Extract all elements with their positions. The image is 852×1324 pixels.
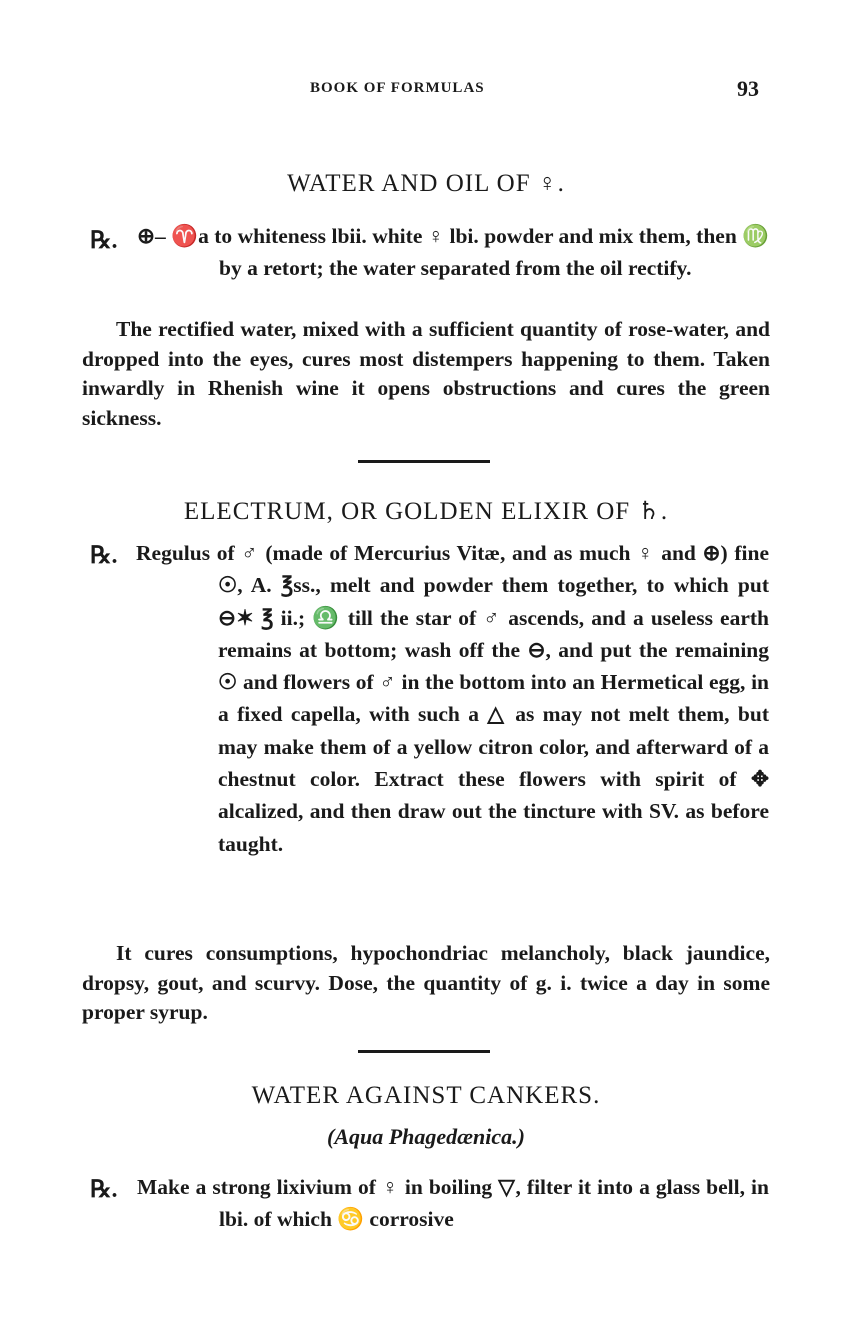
- recipe-text: ⊕– ♈a to whiteness lbii. white ♀ lbi. powder and mix them, then ♍ by a retort; the water separated from the oil rectify.: [137, 224, 769, 281]
- section-divider: [358, 1050, 490, 1053]
- section-heading-water-against-cankers: WATER AGAINST CANKERS.: [251, 1082, 601, 1109]
- section-heading-water-and-oil: WATER AND OIL OF ♀.: [287, 170, 565, 197]
- body-paragraph: It cures consumptions, hypochondriac melancholy, black jaundice, dropsy, gout, and scurvy. Dose, the quantity of g. i. twice a day in some proper syrup.: [82, 941, 770, 1024]
- section-heading-electrum: ELECTRUM, OR GOLDEN ELIXIR OF ♄.: [183, 498, 669, 525]
- section-divider: [358, 460, 490, 463]
- running-head: BOOK OF FORMULAS: [310, 80, 485, 96]
- page-number: 93: [737, 76, 759, 101]
- recipe-mark: ℞.: [90, 1177, 118, 1203]
- recipe-mark: ℞.: [90, 543, 118, 569]
- section-subheading: (Aqua Phagedænica.): [327, 1124, 525, 1149]
- recipe-text: Regulus of ♂ (made of Mercurius Vitæ, and as much ♀ and ⊕) fine ☉, A. ℥ss., melt and powder them together, to which put ⊖✶ ℥ ii.; ♎ till the star of ♂ ascends, and a useless earth remains at bottom; wash off the ⊖, and put the remaining ☉ and flowers of ♂ in the bottom into an Hermetical egg, in a fixed capella, with such a △ as may not melt them, but may make them of a yellow citron color, and afterward of a chestnut color. Extract these flowers with spirit of ✥ alcalized, and then draw out the tincture with SV. as before taught.: [136, 541, 769, 856]
- body-paragraph: The rectified water, mixed with a sufficient quantity of rose-water, and dropped into the eyes, cures most distempers happening to them. Taken inwardly in Rhenish wine it opens obstructions and cures the green sickness.: [82, 317, 770, 430]
- recipe-text: Make a strong lixivium of ♀ in boiling ▽, filter it into a glass bell, in lbi. of which ♋ corrosive: [137, 1175, 769, 1232]
- recipe-mark: ℞.: [90, 228, 118, 254]
